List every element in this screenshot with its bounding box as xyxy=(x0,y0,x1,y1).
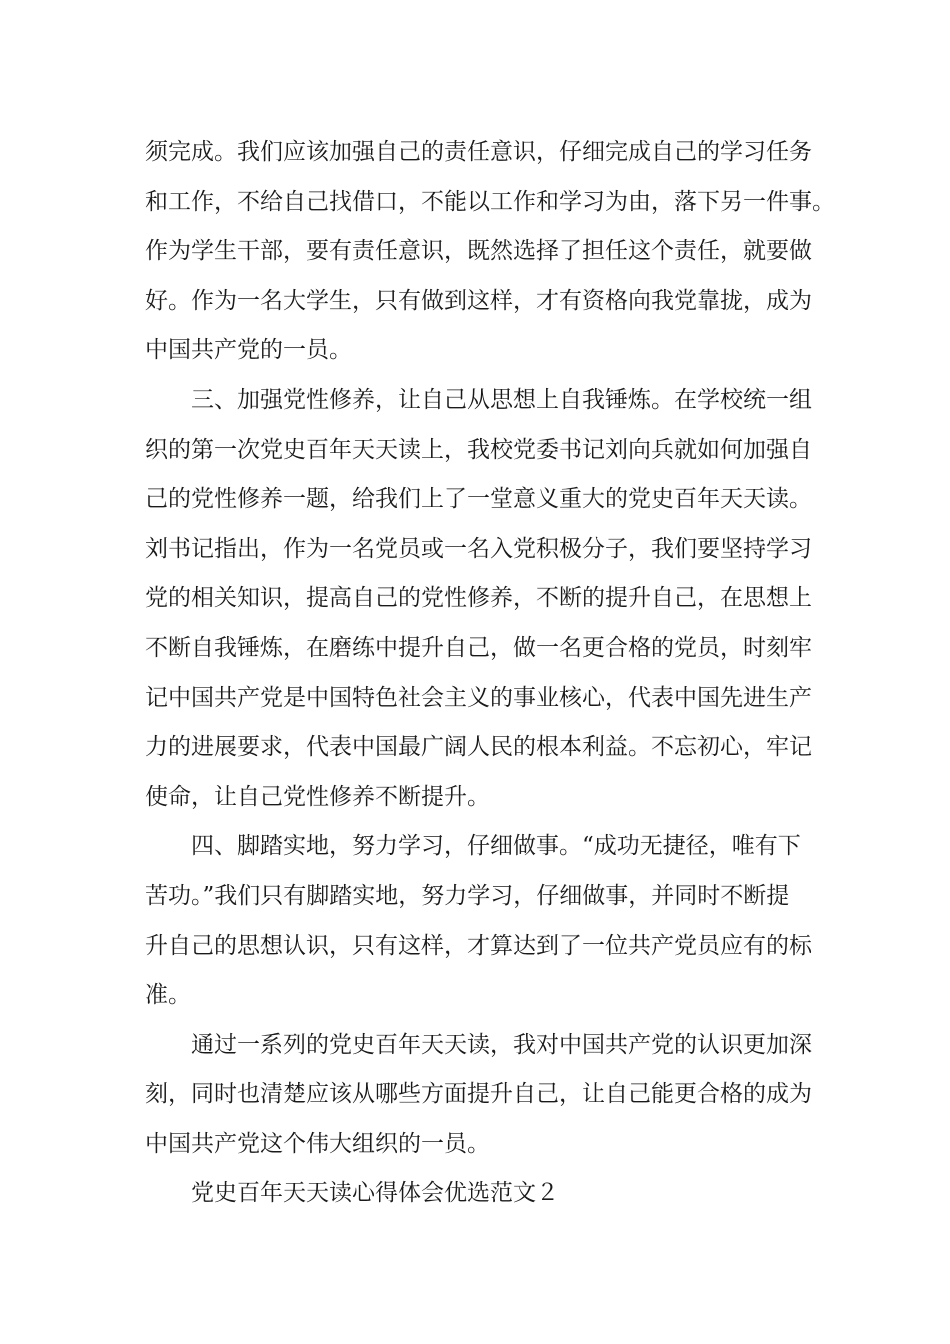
text-line: 好。作为一名大学生，只有做到这样，才有资格向我党靠拢，成为 xyxy=(145,287,812,314)
text-line: 使命，让自己党性修养不断提升。 xyxy=(145,783,490,810)
text-line: 记中国共产党是中国特色社会主义的事业核心，代表中国先进生产 xyxy=(145,684,812,711)
text-line: 刘书记指出，作为一名党员或一名入党积极分子，我们要坚持学习 xyxy=(145,535,812,562)
text-line: 作为学生干部，要有责任意识，既然选择了担任这个责任，就要做 xyxy=(145,238,812,265)
text-line: 升自己的思想认识，只有这样，才算达到了一位共产党员应有的标 xyxy=(145,932,812,959)
text-line: 苦功。”我们只有脚踏实地，努力学习，仔细做事，并同时不断提 xyxy=(145,882,790,909)
text-line: 党的相关知识，提高自己的党性修养，不断的提升自己，在思想上 xyxy=(145,585,812,612)
text-line: 不断自我锤炼，在磨练中提升自己，做一名更合格的党员，时刻牢 xyxy=(145,634,812,661)
text-line: 力的进展要求，代表中国最广阔人民的根本利益。不忘初心，牢记 xyxy=(145,734,812,761)
paragraph-4 xyxy=(145,1021,815,1170)
text-line: 中国共产党这个伟大组织的一员。 xyxy=(145,1130,490,1157)
document-body xyxy=(145,128,835,1219)
paragraph-3 xyxy=(145,822,815,1020)
text-line: 三、加强党性修养，让自己从思想上自我锤炼。在学校统一组 xyxy=(191,386,812,413)
text-line: 通过一系列的党史百年天天读，我对中国共产党的认识更加深 xyxy=(191,1031,812,1058)
text-line: 己的党性修养一题，给我们上了一堂意义重大的党史百年天天读。 xyxy=(145,486,812,513)
text-line: 和工作，不给自己找借口，不能以工作和学习为由，落下另一件事。 xyxy=(145,188,835,215)
heading-line: 党史百年天天读心得体会优选范文２ xyxy=(191,1180,559,1207)
text-line: 刻，同时也清楚应该从哪些方面提升自己，让自己能更合格的成为 xyxy=(145,1081,812,1108)
paragraph-2 xyxy=(145,376,815,822)
paragraph-1 xyxy=(145,128,835,376)
text-line: 四、脚踏实地，努力学习，仔细做事。“成功无捷径，唯有下 xyxy=(191,833,801,860)
text-line: 须完成。我们应该加强自己的责任意识，仔细完成自己的学习任务 xyxy=(145,139,812,165)
text-line: 准。 xyxy=(145,982,191,1009)
text-line: 织的第一次党史百年天天读上，我校党委书记刘向兵就如何加强自 xyxy=(145,436,812,463)
section-heading xyxy=(145,1169,815,1219)
text-line: 中国共产党的一员。 xyxy=(145,337,352,364)
